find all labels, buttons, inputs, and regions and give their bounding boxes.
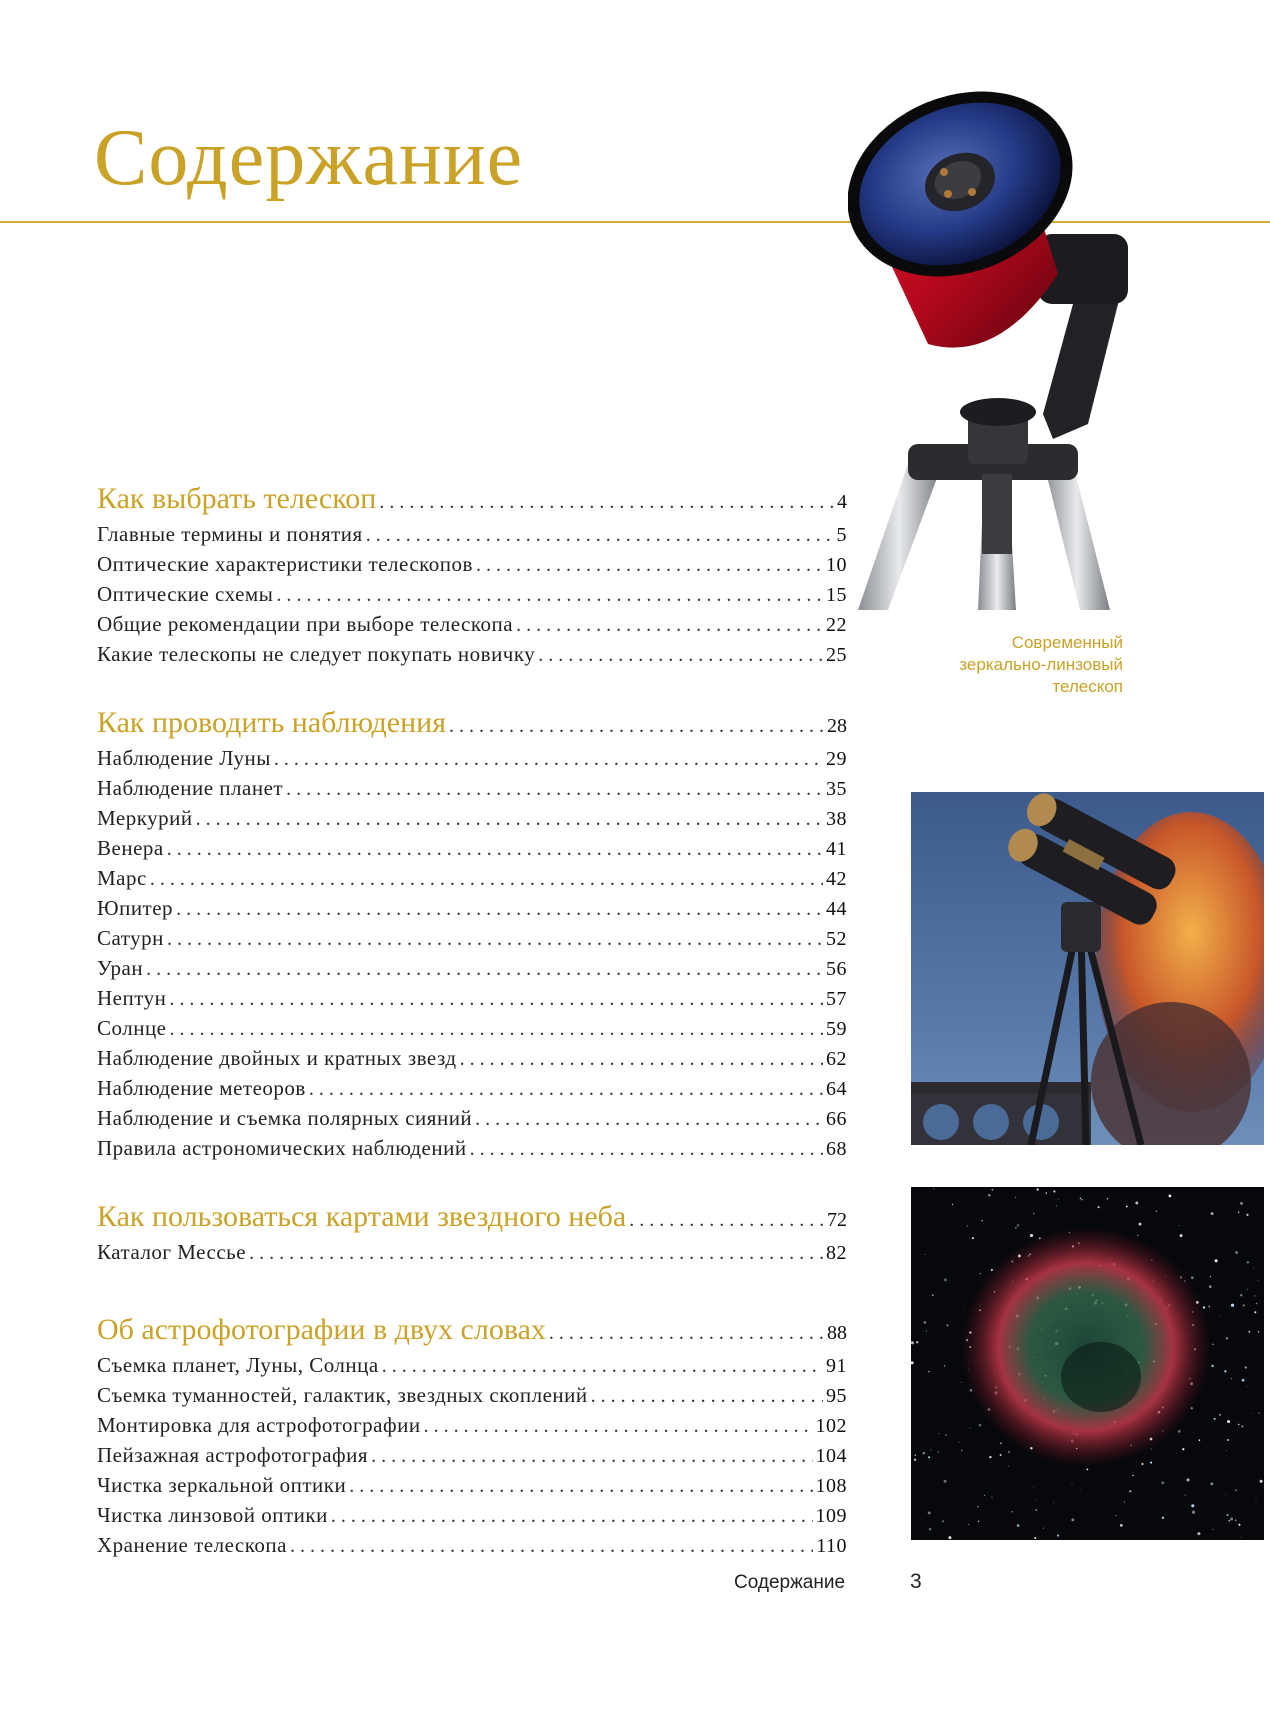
dot-leader (470, 1138, 823, 1161)
toc-page-number: 57 (826, 988, 847, 1010)
toc-item-label: Какие телескопы не следует покупать новичку (97, 642, 536, 666)
toc-item-label: Правила астрономических наблюдений (97, 1136, 467, 1160)
dot-leader (424, 1415, 813, 1438)
toc-page-number: 82 (826, 1242, 847, 1264)
toc-page-number: 10 (826, 554, 847, 576)
toc-page-number: 95 (826, 1385, 847, 1407)
toc-item[interactable] (97, 956, 847, 986)
dot-leader (170, 1018, 823, 1041)
toc-page-number: 5 (836, 524, 847, 546)
toc-page-number: 66 (826, 1108, 847, 1130)
toc-page-number: 4 (837, 491, 847, 513)
toc-item[interactable] (97, 836, 847, 866)
toc-item[interactable] (97, 1503, 847, 1533)
toc-item-label: Монтировка для астрофотографии (97, 1413, 421, 1437)
toc-page-number: 42 (826, 868, 847, 890)
toc-item[interactable] (97, 1016, 847, 1046)
toc-item[interactable] (97, 926, 847, 956)
dot-leader (150, 868, 823, 891)
toc-item-label: Уран (97, 956, 144, 980)
toc-heading-label: Об астрофотографии в двух словах (97, 1313, 546, 1346)
toc-item-label: Каталог Мессье (97, 1240, 247, 1264)
toc-item[interactable] (97, 612, 847, 642)
toc-heading-label: Как пользоваться картами звездного неба (97, 1200, 627, 1233)
toc-section-1 (97, 482, 847, 672)
toc-item[interactable] (97, 1443, 847, 1473)
toc-item-label: Чистка линзовой оптики (97, 1503, 328, 1527)
toc-page-number: 91 (826, 1355, 847, 1377)
toc-item[interactable] (97, 642, 847, 672)
dot-leader (349, 1475, 812, 1498)
toc-page-number: 52 (826, 928, 847, 950)
dot-leader (476, 554, 823, 577)
toc-page-number: 56 (826, 958, 847, 980)
dot-leader (331, 1505, 813, 1528)
toc-page-number: 29 (826, 748, 847, 770)
dot-leader (538, 644, 823, 667)
dot-leader (379, 491, 834, 514)
toc-page-number: 59 (826, 1018, 847, 1040)
dot-leader (276, 584, 823, 607)
footer-section-label: Содержание (734, 1572, 846, 1593)
toc-item[interactable] (97, 1353, 847, 1383)
toc-item-label: Наблюдение и съемка полярных сияний (97, 1106, 473, 1130)
toc-item[interactable] (97, 776, 847, 806)
toc-heading[interactable] (97, 482, 847, 522)
toc-page-number: 110 (816, 1535, 847, 1557)
toc-page-number: 41 (826, 838, 847, 860)
dot-leader (169, 988, 823, 1011)
dot-leader (449, 715, 824, 738)
toc-page-number: 88 (827, 1322, 847, 1344)
toc-page-number: 28 (827, 715, 847, 737)
toc-page-number: 22 (826, 614, 847, 636)
toc-item[interactable] (97, 806, 847, 836)
toc-item-label: Главные термины и понятия (97, 522, 363, 546)
dot-leader (591, 1385, 823, 1408)
toc-item[interactable] (97, 1533, 847, 1563)
toc-item-label: Чистка зеркальной оптики (97, 1473, 347, 1497)
dot-leader (274, 748, 823, 771)
toc-item-label: Юпитер (97, 896, 174, 920)
toc-page-number: 109 (815, 1505, 847, 1527)
page-title: Содержание (94, 114, 524, 202)
dot-leader (167, 838, 823, 861)
toc-item-label: Наблюдение метеоров (97, 1076, 306, 1100)
toc-item-label: Пейзажная астрофотография (97, 1443, 369, 1467)
dot-leader (249, 1242, 823, 1265)
toc-item[interactable] (97, 552, 847, 582)
toc-page-number: 68 (826, 1138, 847, 1160)
caption-line: зеркально-линзовый (959, 655, 1123, 674)
toc-item[interactable] (97, 896, 847, 926)
dot-leader (516, 614, 823, 637)
toc-item-label: Сатурн (97, 926, 164, 950)
toc-heading[interactable] (97, 1313, 847, 1353)
toc-section-4 (97, 1313, 847, 1563)
telescope-photo (848, 84, 1154, 610)
toc-item-label: Общие рекомендации при выборе телескопа (97, 612, 514, 636)
dot-leader (549, 1322, 824, 1345)
toc-section-3 (97, 1200, 847, 1270)
toc-page-number: 15 (826, 584, 847, 606)
dot-leader (629, 1209, 824, 1232)
toc-page-number: 44 (826, 898, 847, 920)
toc-item-label: Наблюдение планет (97, 776, 284, 800)
toc-page-number: 72 (827, 1209, 847, 1231)
toc-page-number: 35 (826, 778, 847, 800)
toc-page-number: 38 (826, 808, 847, 830)
toc-heading-label: Как выбрать телескоп (97, 482, 377, 515)
toc-item[interactable] (97, 1046, 847, 1076)
toc-item-label: Нептун (97, 986, 167, 1010)
toc-item[interactable] (97, 522, 847, 552)
dot-leader (309, 1078, 823, 1101)
toc-page-number: 64 (826, 1078, 847, 1100)
toc-item-label: Венера (97, 836, 164, 860)
toc-item[interactable] (97, 746, 847, 776)
toc-item-label: Наблюдение Луны (97, 746, 271, 770)
dot-leader (176, 898, 823, 921)
toc-item-label: Наблюдение двойных и кратных звезд (97, 1046, 457, 1070)
toc-item[interactable] (97, 986, 847, 1016)
toc-item-label: Оптические схемы (97, 582, 274, 606)
toc-item-label: Съемка туманностей, галактик, звездных скоплений (97, 1383, 588, 1407)
toc-heading[interactable] (97, 1200, 847, 1240)
toc-item[interactable] (97, 1383, 847, 1413)
dot-leader (366, 524, 834, 547)
toc-item-label: Марс (97, 866, 147, 890)
toc-page-number: 62 (826, 1048, 847, 1070)
toc-item[interactable] (97, 1473, 847, 1503)
toc-item[interactable] (97, 1076, 847, 1106)
toc-item[interactable] (97, 1240, 847, 1270)
toc-item[interactable] (97, 1136, 847, 1166)
toc-item-label: Хранение телескопа (97, 1533, 287, 1557)
dot-leader (382, 1355, 823, 1378)
dot-leader (460, 1048, 823, 1071)
dot-leader (167, 928, 823, 951)
dot-leader (475, 1108, 823, 1131)
toc-item[interactable] (97, 866, 847, 896)
toc-item-label: Меркурий (97, 806, 193, 830)
toc-item[interactable] (97, 1413, 847, 1443)
toc-heading-label: Как проводить наблюдения (97, 706, 446, 739)
dot-leader (286, 778, 823, 801)
toc-item-label: Оптические характеристики телескопов (97, 552, 473, 576)
toc-page-number: 108 (815, 1475, 847, 1497)
toc-item[interactable] (97, 582, 847, 612)
toc-item-label: Съемка планет, Луны, Солнца (97, 1353, 379, 1377)
nebula-photo (911, 1187, 1264, 1540)
photo-caption (878, 632, 1123, 698)
toc-item-label: Солнце (97, 1016, 167, 1040)
dot-leader (196, 808, 823, 831)
caption-line: Современный (1011, 633, 1123, 652)
dot-leader (371, 1445, 812, 1468)
toc-page-number: 104 (815, 1445, 847, 1467)
toc-page-number: 25 (826, 644, 847, 666)
binocular-observer-photo (911, 792, 1264, 1145)
toc-page-number: 102 (815, 1415, 847, 1437)
dot-leader (146, 958, 823, 981)
caption-line: телескоп (1052, 677, 1123, 696)
toc-item[interactable] (97, 1106, 847, 1136)
toc-heading[interactable] (97, 706, 847, 746)
page-number: 3 (910, 1570, 922, 1593)
toc-section-2 (97, 706, 847, 1166)
dot-leader (290, 1535, 813, 1558)
